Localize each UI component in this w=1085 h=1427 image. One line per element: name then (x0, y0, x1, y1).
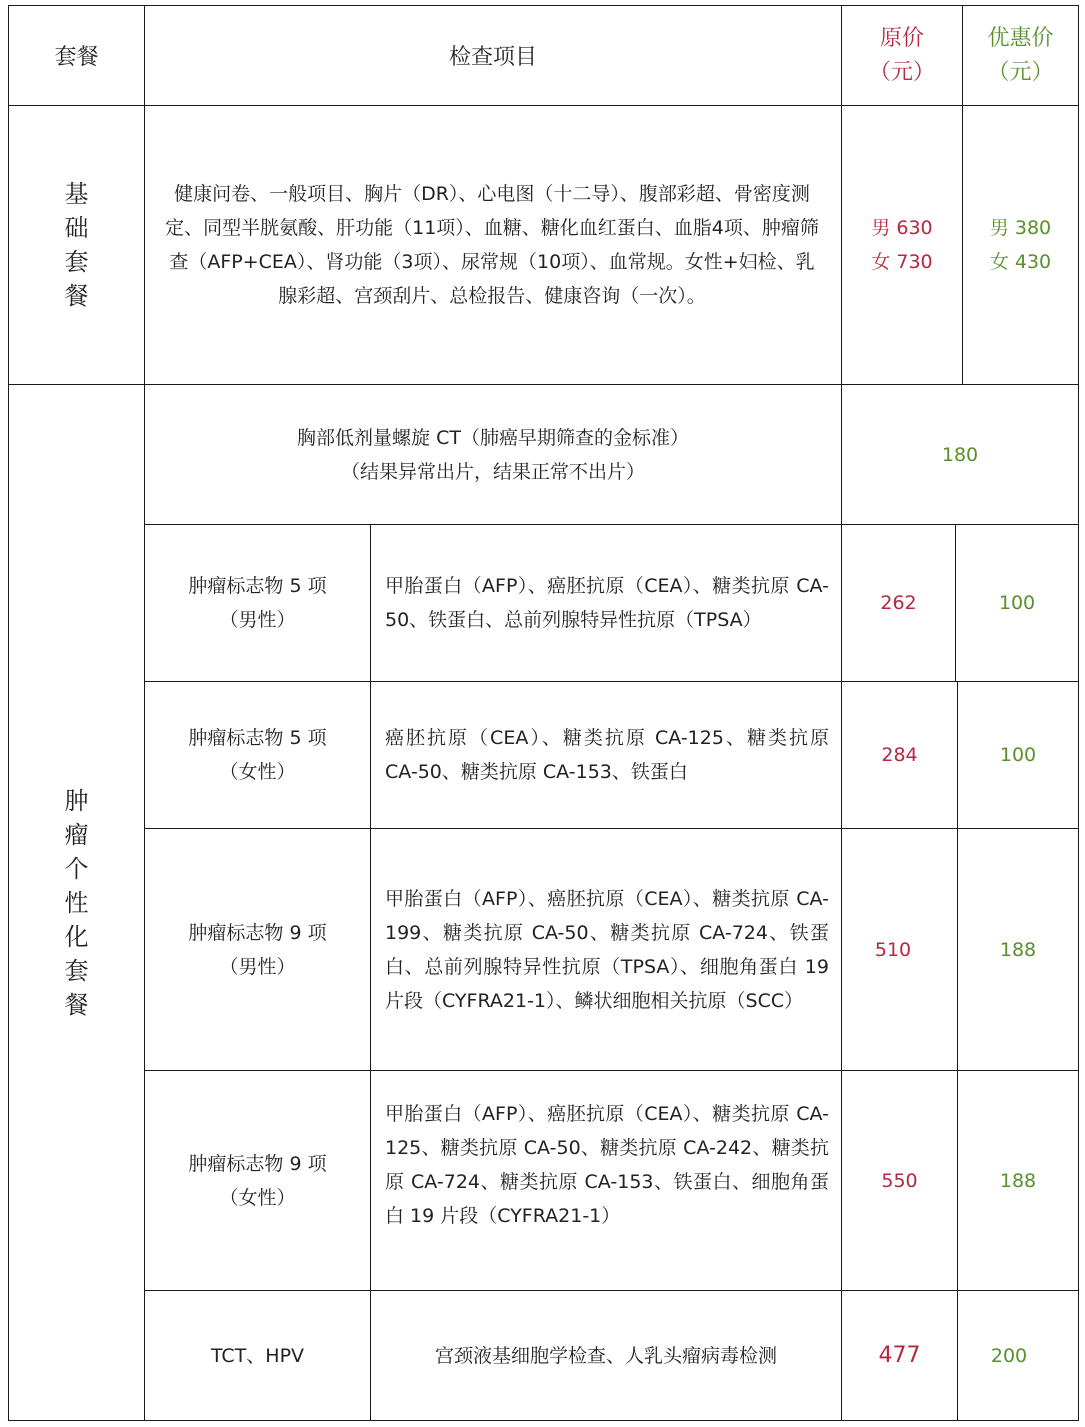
basic-name-char: 餐 (64, 282, 89, 310)
ct-scan-item (145, 385, 841, 524)
tumor-name-char: 性 (64, 888, 89, 917)
tumor-row-name-line1: 肿瘤标志物 9 项 (188, 1152, 327, 1175)
tumor-row-discount-price: 100 (999, 744, 1037, 766)
tumor-row-name-line1: 肿瘤标志物 5 项 (188, 575, 327, 597)
basic-original-female: 女 730 (871, 251, 933, 273)
tumor-row-original-price: 510 (874, 938, 912, 961)
header-package: 套餐 (54, 45, 99, 70)
ct-scan-line1: 胸部低剂量螺旋 CT（肺癌早期筛查的金标准） (297, 426, 689, 449)
ct-scan-line2: （结果异常出片，结果正常不出片） (340, 460, 645, 483)
basic-discount-female: 女 430 (989, 251, 1052, 273)
tumor-row-discount-price: 200 (990, 1344, 1028, 1367)
tumor-row-name-line2: （女性） (219, 1186, 296, 1209)
tumor-package-name (9, 385, 144, 1420)
tumor-name-char: 肿 (64, 786, 89, 815)
tumor-row-name (145, 829, 370, 1070)
tumor-row-items: 甲胎蛋白（AFP）、癌胚抗原（CEA）、糖类抗原 CA-199、糖类抗原 CA-50、糖类抗原 CA-724、铁蛋白、总前列腺特异性抗原（TPSA）、细胞角蛋白 19 片段（CYFRA21-1）、鳞状细胞相关抗原（SCC） (385, 887, 829, 1012)
tumor-row-items: 癌胚抗原（CEA）、糖类抗原 CA-125、糖类抗原 CA-50、糖类抗原 CA-153、铁蛋白 (385, 727, 829, 783)
tumor-name-char: 个 (64, 854, 89, 883)
tumor-name-char: 餐 (64, 990, 89, 1019)
tumor-row-items: 宫颈液基细胞学检查、人乳头瘤病毒检测 (434, 1344, 777, 1367)
tumor-row-items: 甲胎蛋白（AFP）、癌胚抗原（CEA）、糖类抗原 CA-125、糖类抗原 CA-50、糖类抗原 CA-242、糖类抗原 CA-724、糖类抗原 CA-153、铁蛋白、细胞角蛋白 19 片段（CYFRA21-1） (385, 1103, 829, 1227)
basic-name-char: 基 (64, 180, 89, 208)
header-discount-price (963, 6, 1078, 105)
tumor-row-discount-price: 188 (999, 938, 1037, 961)
header-items: 检查项目 (448, 45, 537, 70)
tumor-row-original-price: 284 (881, 744, 918, 766)
tumor-name-char: 化 (64, 922, 89, 951)
tumor-row-name-line2: （女性） (219, 761, 296, 783)
tumor-row-original-price: 477 (878, 1342, 921, 1368)
tumor-row-name-line2: （男性） (219, 955, 296, 978)
basic-original-price (842, 106, 962, 384)
tumor-row-name (145, 525, 370, 681)
tumor-name-char: 套 (64, 956, 89, 985)
tumor-row-original-price: 550 (881, 1169, 918, 1192)
tumor-row-items: 甲胎蛋白（AFP）、癌胚抗原（CEA）、糖类抗原 CA-50、铁蛋白、总前列腺特异性抗原（TPSA） (385, 575, 829, 631)
basic-package-items: 健康问卷、一般项目、胸片（DR）、心电图（十二导）、腹部彩超、骨密度测定、同型半胱氨酸、肝功能（11项）、血糖、糖化血红蛋白、血脂4项、肿瘤筛查（AFP+CEA）、肾功能（3项）、尿常规（10项）、血常规。女性+妇检、乳腺彩超、宫颈刮片、总检报告、健康咨询（一次）。 (165, 183, 819, 307)
header-original-price (842, 6, 962, 105)
tumor-row-name (145, 1291, 370, 1420)
basic-name-char: 套 (64, 248, 89, 276)
tumor-row-name-line1: 肿瘤标志物 5 项 (188, 727, 327, 749)
tumor-row-name-line1: 肿瘤标志物 9 项 (188, 921, 327, 944)
basic-discount-male: 男 380 (989, 217, 1052, 239)
tumor-row-discount-price: 188 (999, 1169, 1037, 1192)
basic-discount-price (963, 106, 1078, 384)
basic-package-name (9, 106, 144, 384)
basic-name-char: 础 (64, 214, 89, 242)
ct-scan-price: 180 (941, 443, 979, 466)
tumor-row-name-line2: （男性） (219, 609, 296, 631)
tumor-row-name (145, 682, 370, 828)
header-discount-price-line1: 优惠价 (987, 25, 1054, 51)
header-original-price-line1: 原价 (879, 25, 924, 51)
tumor-row-discount-price: 100 (998, 592, 1036, 614)
tumor-row-name-line1: TCT、HPV (210, 1344, 305, 1367)
basic-original-male: 男 630 (871, 217, 933, 239)
tumor-row-name (145, 1071, 370, 1290)
header-original-price-line2: （元） (868, 59, 935, 85)
header-discount-price-line2: （元） (987, 59, 1054, 85)
tumor-row-original-price: 262 (880, 592, 917, 614)
tumor-name-char: 瘤 (64, 820, 89, 849)
